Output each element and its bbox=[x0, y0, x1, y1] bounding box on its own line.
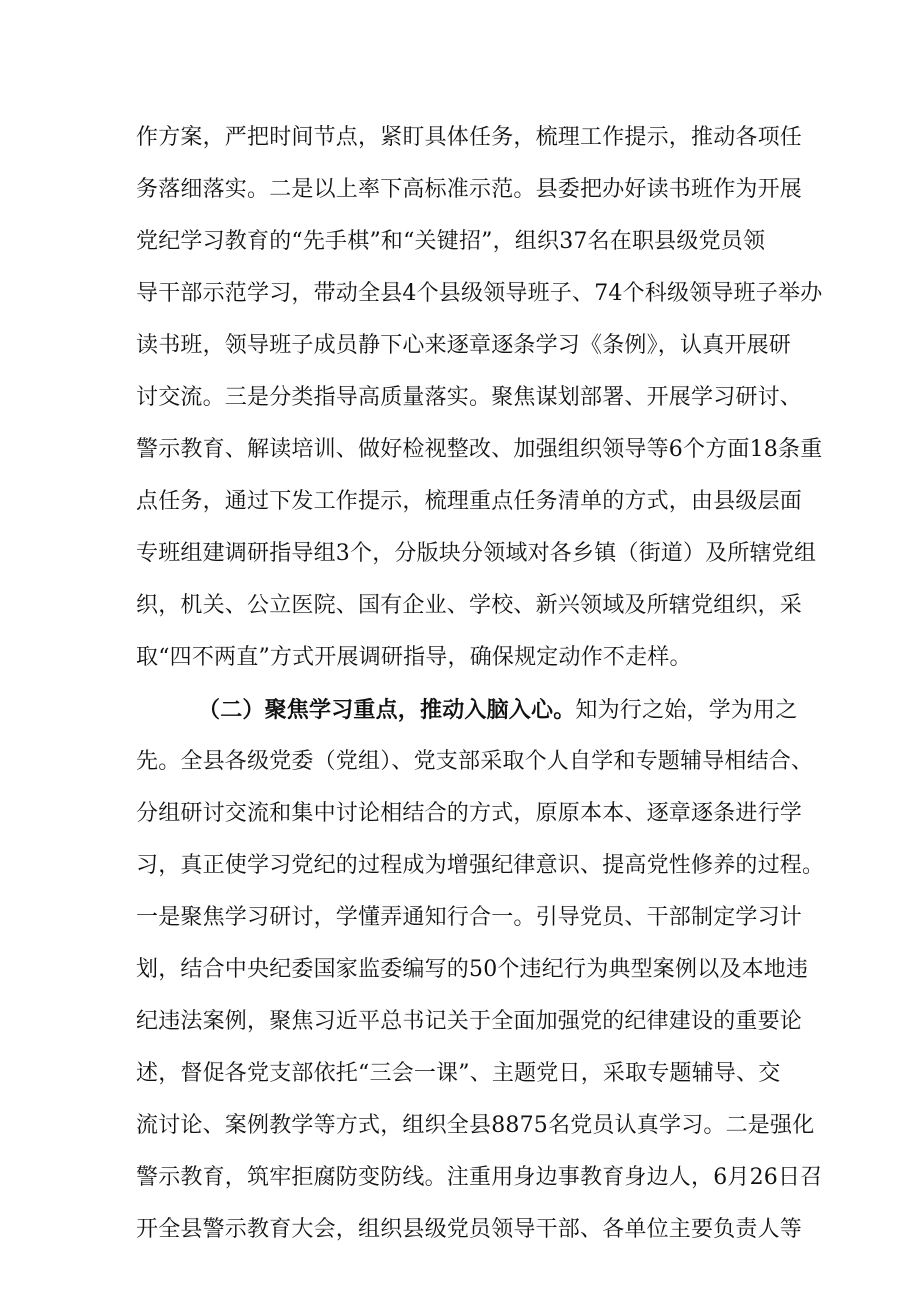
body-line: 一是聚焦学习研讨，学懂弄通知行合一。引导党员、干部制定学习计 bbox=[136, 905, 803, 930]
body-line: 导干部示范学习，带动全县4个县级领导班子、74个科级领导班子举办 bbox=[136, 281, 823, 306]
body-line: 警示教育，筑牢拒腐防变防线。注重用身边事教育身边人，6月26日召 bbox=[136, 1165, 823, 1190]
body-line: 务落细落实。二是以上率下高标准示范。县委把办好读书班作为开展 bbox=[136, 177, 803, 202]
body-line: 点任务，通过下发工作提示，梳理重点任务清单的方式，由县级层面 bbox=[136, 489, 803, 514]
body-line: 作方案，严把时间节点，紧盯具体任务，梳理工作提示，推动各项任 bbox=[136, 125, 803, 150]
body-line: 流讨论、案例教学等方式，组织全县8875名党员认真学习。二是强化 bbox=[136, 1113, 815, 1138]
body-line: 读书班，领导班子成员静下心来逐章逐条学习《条例》，认真开展研 bbox=[136, 333, 792, 358]
body-line: 党纪学习教育的“先手棋”和“关键招”，组织37名在职县级党员领 bbox=[136, 229, 766, 254]
body-line: 划，结合中央纪委国家监委编写的50个违纪行为典型案例以及本地违 bbox=[136, 957, 809, 982]
body-line: 取“四不两直”方式开展调研指导，确保规定动作不走样。 bbox=[136, 645, 692, 670]
body-line: 织，机关、公立医院、国有企业、学校、新兴领域及所辖党组织，采 bbox=[136, 593, 803, 618]
body-line: 警示教育、解读培训、做好检视整改、加强组织领导等6个方面18条重 bbox=[136, 437, 823, 462]
body-line: 分组研讨交流和集中讨论相结合的方式，原原本本、逐章逐条进行学 bbox=[136, 801, 803, 826]
body-line: 讨交流。三是分类指导高质量落实。聚焦谋划部署、开展学习研讨、 bbox=[136, 385, 803, 410]
body-line: 先。全县各级党委（党组）、党支部采取个人自学和专题辅导相结合、 bbox=[136, 749, 814, 774]
section-heading-line bbox=[198, 690, 858, 730]
section-heading: （二）聚焦学习重点，推动入脑入心。 bbox=[198, 697, 576, 723]
body-line: 纪违法案例，聚焦习近平总书记关于全面加强党的纪律建设的重要论 bbox=[136, 1009, 803, 1034]
body-line: 习，真正使学习党纪的过程成为增强纪律意识、提高党性修养的过程。 bbox=[136, 853, 825, 878]
section-heading-tail: 知为行之始，学为用之 bbox=[575, 698, 798, 723]
body-line: 专班组建调研指导组3个，分版块分领域对各乡镇（街道）及所辖党组 bbox=[136, 541, 817, 566]
body-line: 开全县警示教育大会，组织县级党员领导干部、各单位主要负责人等 bbox=[136, 1217, 803, 1242]
body-line: 述，督促各党支部依托“三会一课”、主题党日，采取专题辅导、交 bbox=[136, 1061, 781, 1086]
